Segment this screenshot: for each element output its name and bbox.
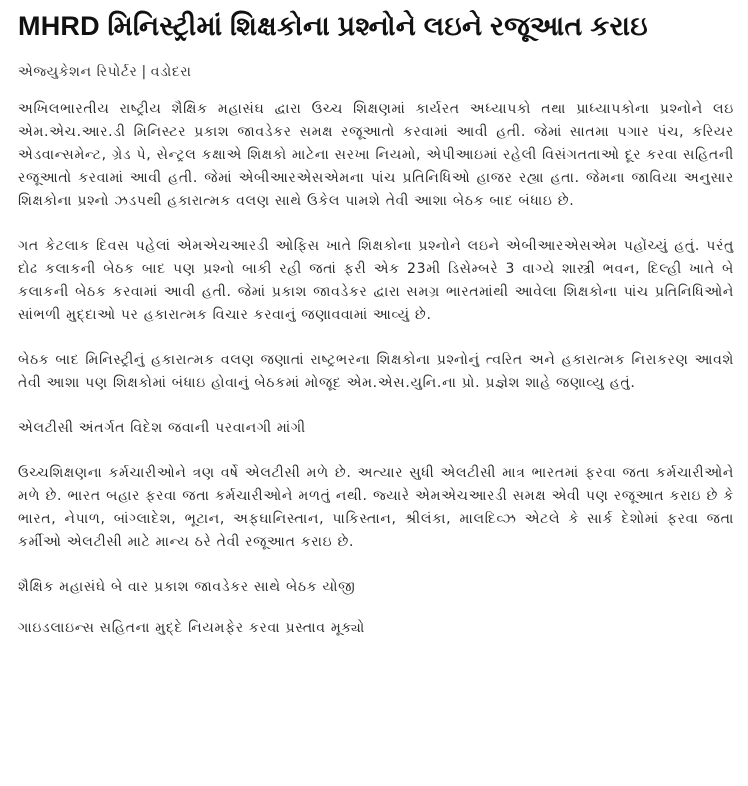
article-body [18,98,734,640]
article-paragraph: અખિલભારતીય રાષ્ટ્રીય શૈક્ષિક મહાસંઘ દ્વારા ઉચ્ચ શિક્ષણમાં કાર્યરત અધ્યાપકો તથા પ્રાધ્યાપકોના પ્રશ્નોને લઇ એમ.એચ.આર.ડી મિનિસ્ટર પ્રકાશ જાવડેકર સમક્ષ રજૂઆતો કરવામાં આવી હતી. જેમાં સાતમા પગાર પંચ, કરિયર એડવાન્સમેન્ટ, ગ્રેડ પે, સેન્ટ્રલ કક્ષાએ શિક્ષકો માટેના સરખા નિયમો, એપીઆઇમાં રહેલી વિસંગતતાઓ દૂર કરવા સહિતની રજૂઆતો કરવામાં આવી હતી. જેમાં એબીઆરએસએમના પાંચ પ્રતિનિધિઓ હાજર રહ્યા હતા. જેમના જાવિયા અનુસાર શિક્ષકોના પ્રશ્નો ઝડપથી હકારાત્મક વલણ સાથે ઉકેલ પામશે તેવી આશા બેઠક બાદ બંધાઇ છે. [18,101,734,209]
article-byline [18,62,734,82]
article-paragraph: ગત કેટલાક દિવસ પહેલાં એમએચઆરડી ઓફિસ ખાતે શિક્ષકોના પ્રશ્નોને લઇને એબીઆરએસએમ પહોંચ્યું હતું. પરંતુ દોઢ કલાકની બેઠક બાદ પણ પ્રશ્નો બાકી રહી જતાં ફરી એક 23મી ડિસેમ્બરે 3 વાગ્યે શાસ્ત્રી ભવન, દિલ્હી ખાતે બે કલાકની બેઠક કરવામાં આવી હતી. જેમાં પ્રકાશ જાવડેકર દ્વારા સમગ્ર ભારતમાંથી આવેલા શિક્ષકોના પાંચ પ્રતિનિધિઓને સાંભળી મુદ્દાઓ પર હકારાત્મક વિચાર કરવાનું જણાવવામાં આવ્યું છે. [18,238,734,323]
article-headline: MHRD મિનિસ્ટ્રીમાં શિક્ષકોના પ્રશ્નોને લઇને રજૂઆત કરાઇ [18,11,648,41]
subheading-guidelines: ગાઇડલાઇન્સ સહિતના મુદ્દે નિયમફેર કરવા પ્રસ્તાવ મૂક્યો [18,620,365,636]
byline-reporter: એજ્યુકેશન રિપોર્ટર [18,64,138,80]
subheading-ltc: એલટીસી અંતર્ગત વિદેશ જવાની પરવાનગી માંગી [18,420,306,436]
article-paragraph: બેઠક બાદ મિનિસ્ટ્રીનું હકારાત્મક વલણ જણાતાં રાષ્ટ્રભરના શિક્ષકોના પ્રશ્નોનું ત્વરિત અને હકારાત્મક નિરાકરણ આવશે તેવી આશા પણ શિક્ષકોમાં બંધાઇ હોવાનું બેઠકમાં મોજૂદ એમ.એસ.યુનિ.ના પ્રો. પ્રજ્ઞેશ શાહે જણાવ્યુ હતું. [18,352,734,391]
subheading-meetings: શૈક્ષિક મહાસંઘે બે વાર પ્રકાશ જાવડેકર સાથે બેઠક યોજી [18,579,356,595]
byline-separator: | [141,64,147,80]
byline-city: વડોદરા [150,64,192,80]
ltc-paragraph: ઉચ્ચશિક્ષણના કર્મચારીઓને ત્રણ વર્ષે એલટીસી મળે છે. અત્યાર સુધી એલટીસી માત્ર ભારતમાં ફરવા જતા કર્મચારીઓને મળે છે. ભારત બહાર ફરવા જતા કર્મચારીઓને મળતું નથી. જ્યારે એમએચઆરડી સમક્ષ એવી પણ રજૂઆત કરાઇ છે કે ભારત, નેપાળ, બાંગ્લાદેશ, ભૂટાન, અફઘાનિસ્તાન, પાકિસ્તાન, શ્રીલંકા, માલદિવ્ઝ એટલે કે સાર્ક દેશોમાં ફરવા જતા કર્મીઓ એલટીસી માટે માન્ય ઠરે તેવી રજૂઆત કરાઇ છે. [18,465,734,550]
